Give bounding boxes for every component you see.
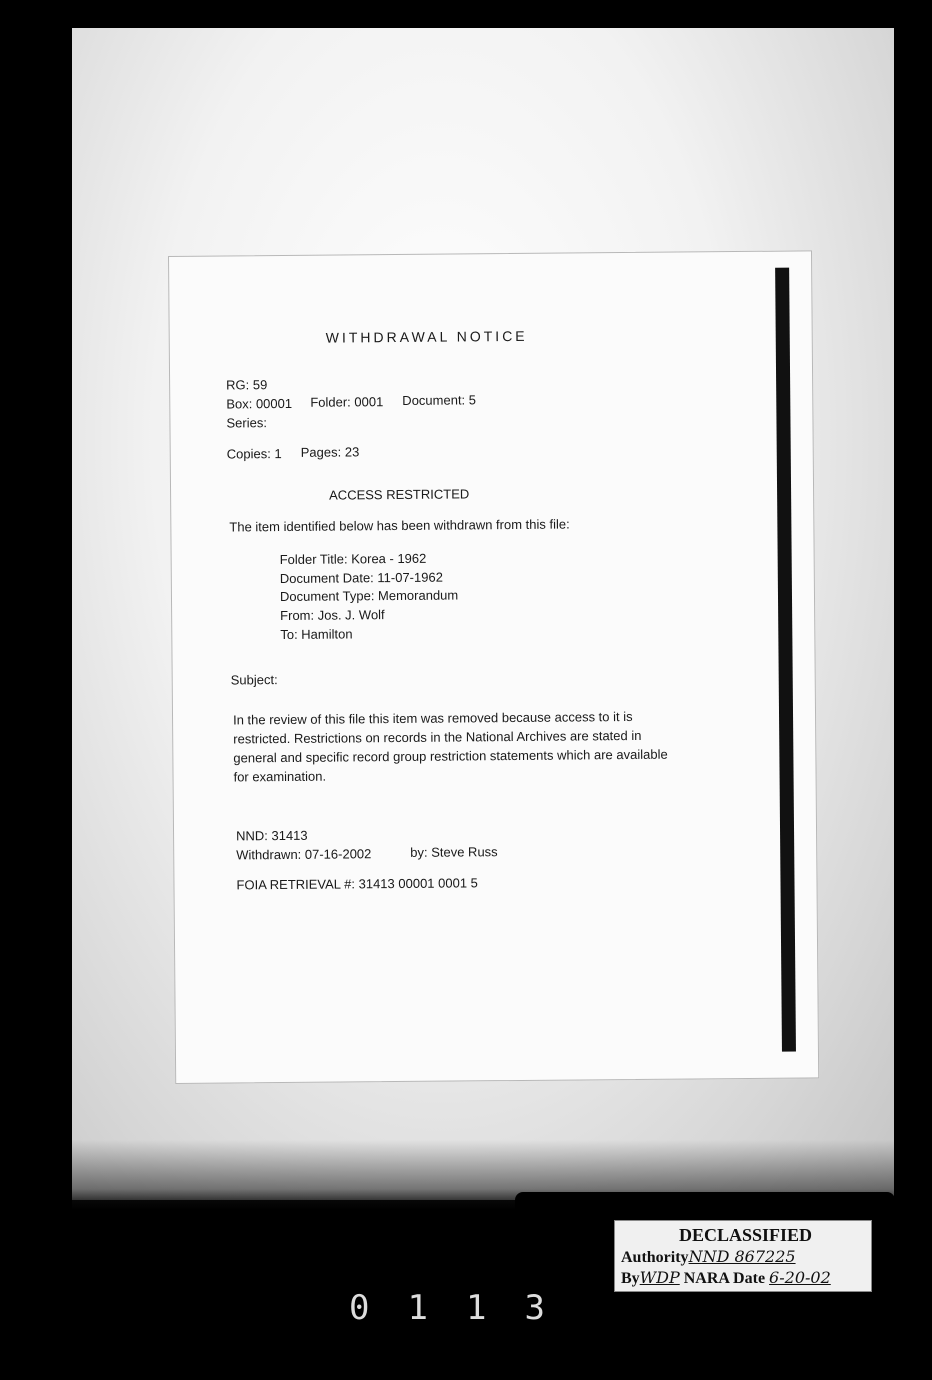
folder-title: Folder Title: Korea - 1962	[279, 550, 427, 568]
stamp-heading: DECLASSIFIED	[679, 1225, 813, 1245]
copies-field: Copies: 1	[226, 446, 282, 462]
rg-field: RG: 59	[226, 377, 268, 393]
document-field: Document: 5	[402, 392, 477, 408]
withdrawal-notice-sheet	[168, 250, 819, 1084]
withdrawn-by-field: by: Steve Russ	[410, 844, 498, 860]
access-restricted-heading: ACCESS RESTRICTED	[329, 486, 470, 503]
foia-retrieval: FOIA RETRIEVAL #: 31413 00001 0001 5	[236, 875, 478, 893]
to-field: To: Hamilton	[280, 626, 353, 643]
review-paragraph: In the review of this file this item was removed because access to it is restricted. Restrictions on records in the National Archives are stated in general and specific record group restriction statements which are available for examination.	[232, 708, 668, 785]
stamp-nara-date-value: 6-20-02	[769, 1268, 831, 1287]
stamp-by-row	[621, 1268, 831, 1288]
intro-text: The item identified below has been withdrawn from this file:	[229, 516, 570, 535]
stamp-nara-date-label: NARA Date	[683, 1270, 766, 1287]
pages-field: Pages: 23	[300, 444, 360, 460]
stamp-by-value: WDP	[639, 1268, 680, 1287]
from-field: From: Jos. J. Wolf	[280, 607, 385, 624]
document-type: Document Type: Memorandum	[279, 587, 459, 605]
document-date: Document Date: 11-07-1962	[279, 569, 443, 587]
frame-number: 0113	[349, 1288, 583, 1328]
black-bar	[775, 268, 796, 1052]
declassified-stamp	[614, 1220, 872, 1292]
notice-title: WITHDRAWAL NOTICE	[325, 327, 528, 346]
stamp-by-label: By	[621, 1270, 640, 1287]
stamp-authority-value: NND 867225	[688, 1247, 796, 1266]
stamp-authority-label: Authority	[621, 1249, 689, 1266]
nnd-field: NND: 31413	[235, 827, 308, 844]
box-field: Box: 00001	[226, 395, 293, 412]
series-field: Series:	[226, 415, 267, 431]
subject-field: Subject:	[230, 672, 278, 688]
withdrawn-field: Withdrawn: 07-16-2002	[236, 846, 372, 863]
folder-field: Folder: 0001	[310, 394, 384, 410]
stamp-authority-row	[621, 1247, 796, 1267]
